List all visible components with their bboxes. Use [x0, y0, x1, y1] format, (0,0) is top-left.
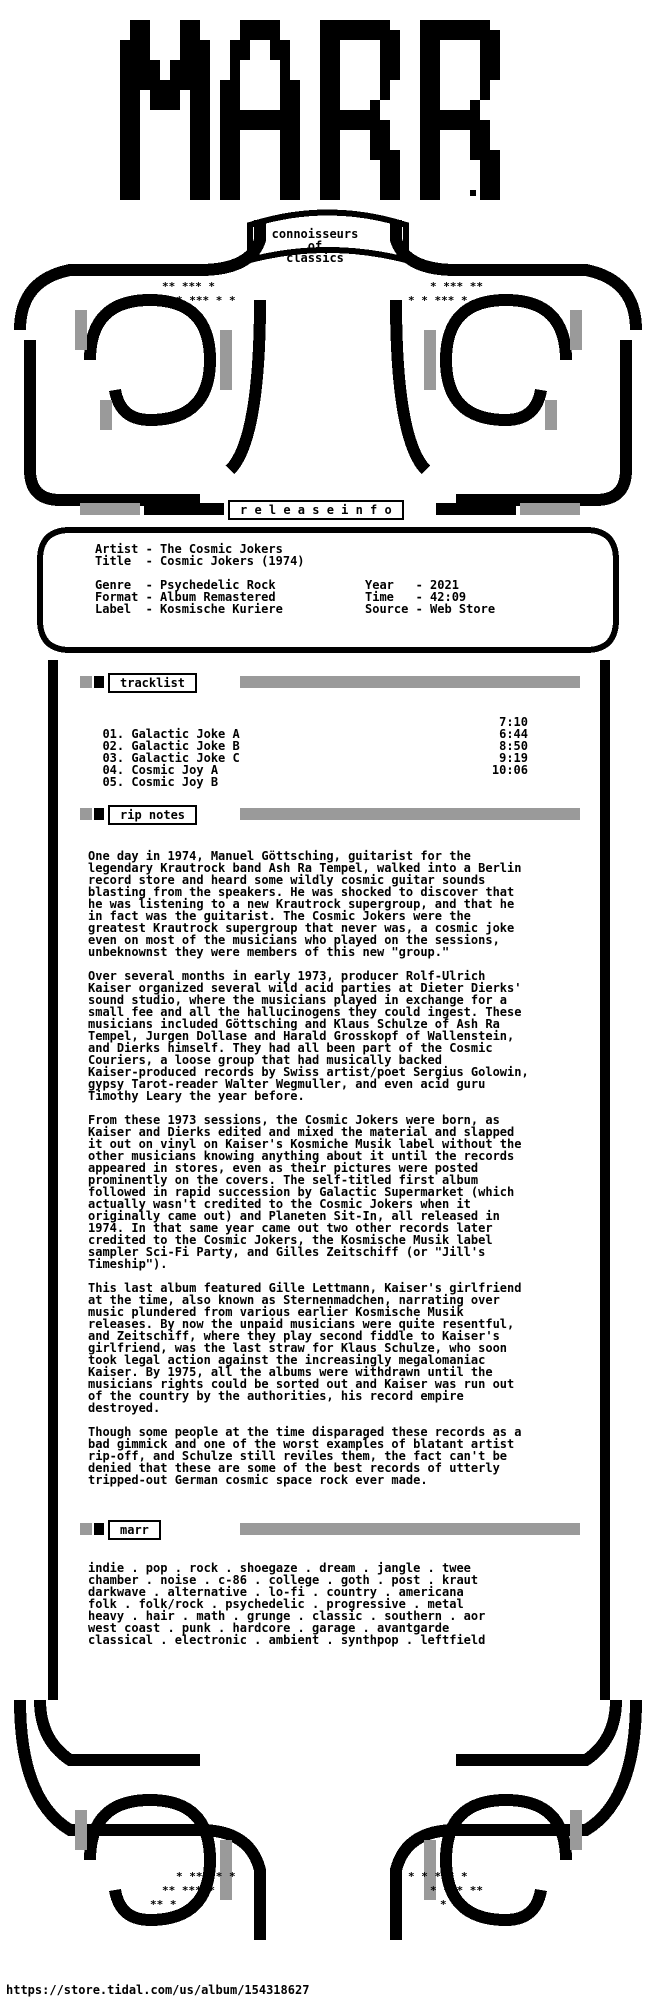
tracklist-title: tracklist — [108, 673, 197, 693]
svg-text:* *** **: * *** ** — [430, 280, 483, 293]
track-name: 01. Galactic Joke A — [102, 727, 240, 741]
track-duration: 6:44 — [499, 727, 528, 741]
title-line: Title - Cosmic Jokers (1974) — [95, 554, 305, 568]
rip-notes-title: rip notes — [108, 805, 197, 825]
track-duration: 8:50 — [499, 739, 528, 753]
svg-text:** *** *: ** *** * — [162, 280, 215, 293]
format-line: Format - Album Remastered — [95, 590, 276, 604]
svg-text:** *: ** * — [150, 1898, 177, 1911]
track-name: 04. Cosmic Joy A — [102, 763, 219, 777]
svg-text:* *** * *: * *** * * — [176, 294, 236, 307]
track-name: 03. Galactic Joke C — [102, 751, 240, 765]
rip-notes-paragraph: This last album featured Gille Lettmann, Kaiser's girlfriend at the time, also known as Sternenmadchen, narrating over music plundered from various earlier Kosmische Musik releases. By now the unpaid musicians were quite resentful, and Zeitschiff, where they play second fiddle to Kaiser's girlfriend, was the last straw for Klaus Schulze, who soon took legal action against the increasingly megalomaniac Kaiser. By 1975, all the albums were withdrawn until the musicians rights could be sorted out and Kaiser was run out of the country by the authorities, his record empire destroyed. — [88, 1281, 522, 1415]
track-name: 02. Galactic Joke B — [102, 739, 240, 753]
svg-text:* * *** *: * * *** * — [408, 294, 468, 307]
time-line: Time - 42:09 — [365, 590, 467, 604]
track-row — [88, 764, 528, 800]
genre-line: Genre - Psychedelic Rock — [95, 578, 276, 592]
track-duration: 10:06 — [491, 763, 528, 777]
tagline-line-2: of — [307, 239, 323, 253]
svg-text:** *: ** * — [150, 266, 177, 279]
marr-logo-art — [120, 20, 500, 200]
rip-notes-header — [80, 805, 580, 823]
marr-header — [80, 1520, 580, 1538]
year-line: Year - 2021 — [365, 578, 459, 592]
svg-text:** *** *: ** *** * — [162, 1884, 215, 1897]
source-line: Source - Web Store — [365, 602, 496, 616]
track-name: 05. Cosmic Joy B — [102, 775, 219, 789]
tagline-line-1: connoisseurs — [271, 227, 359, 241]
svg-text:* **: * ** — [440, 266, 467, 279]
tagline — [250, 228, 380, 264]
bottom-ornament-art — [20, 1700, 636, 1940]
source-url[interactable]: https://store.tidal.com/us/album/154318627 — [6, 1983, 310, 1997]
artist-line: Artist - The Cosmic Jokers — [95, 542, 283, 556]
release-info-header — [80, 500, 580, 518]
svg-text:* * *** *: * * *** * — [408, 1870, 468, 1883]
track-duration: 9:19 — [499, 751, 528, 765]
release-info-title: r e l e a s e i n f o — [228, 500, 404, 520]
label-line: Label - Kosmische Kuriere — [95, 602, 283, 616]
rip-notes-paragraph: Over several months in early 1973, producer Rolf-Ulrich Kaiser organized several wild acid parties at Dieter Dierks' sound studio, where the musicians played in exchange for a small fee and all the hallucinogens they could ingest. These musicians included Göttsching and Klaus Schulze of Ash Ra Tempel, Jurgen Dollase and Harald Grosskopf of Wallenstein, and Dierks himself. They had all been part of the Cosmic Couriers, a loose group that had musically backed Kaiser-produced records by Swiss artist/poet Sergius Golowin, gypsy Tarot-reader Walter Wegmuller, and even acid guru Timothy Leary the year before. — [88, 969, 529, 1103]
genre-tags: indie . pop . rock . shoegaze . dream . jangle . twee chamber . noise . c-86 . college . goth . post . kraut darkwave . alternative . lo-fi . country . americana folk . folk/rock . psychedelic . progressive . metal heavy . hair . math . grunge . classic . southern . aor west coast . punk . hardcore . garage . avantgarde classical . electronic . ambient . synthpop . leftfield — [88, 1561, 486, 1647]
rip-notes-paragraph: Though some people at the time disparaged these records as a bad gimmick and one of the worst examples of blatant artist rip-off, and Schulze still reviles them, the fact can't be denied that these are some of the best records of utterly tripped-out German cosmic space rock ever made. — [88, 1425, 522, 1487]
svg-text:* *** * *: * *** * * — [176, 1870, 236, 1883]
track-duration: 7:10 — [499, 715, 528, 729]
svg-text:* *** **: * *** ** — [430, 1884, 483, 1897]
tagline-line-3: classics — [286, 251, 344, 265]
svg-text:* **: * ** — [440, 1898, 467, 1911]
marr-title: marr — [108, 1520, 161, 1540]
rip-notes-paragraph: From these 1973 sessions, the Cosmic Jokers were born, as Kaiser and Dierks edited and mixed the material and slapped it out on vinyl on Kaiser's Kosmiche Musik label without the other musicians knowing anything about it until the records appeared in stores, even as their pictures were posted prominently on the covers. The self-titled first album followed in rapid succession by Galactic Supermarket (which actually wasn't credited to the Cosmic Jokers when it originally came out) and Planeten Sit-In, all released in 1974. In that same year came out two other records later credited to the Cosmic Jokers, the Kosmische Musik label sampler Sci-Fi Party, and Gilles Zeitschiff (or "Jill's Timeship"). — [88, 1113, 522, 1271]
rip-notes-paragraph: One day in 1974, Manuel Göttsching, guitarist for the legendary Krautrock band Ash Ra Tempel, walked into a Berlin record store and heard some wildly cosmic guitar sounds blasting from the speakers. He was shocked to discover that he was listening to a new Krautrock supergroup, and that he in fact was the guitarist. The Cosmic Jokers were the greatest Krautrock supergroup that never was, a cosmic joke even on most of the musicians who played on the sessions, unbeknownst they were members of this new "group." — [88, 849, 522, 959]
tracklist-header — [80, 673, 580, 691]
